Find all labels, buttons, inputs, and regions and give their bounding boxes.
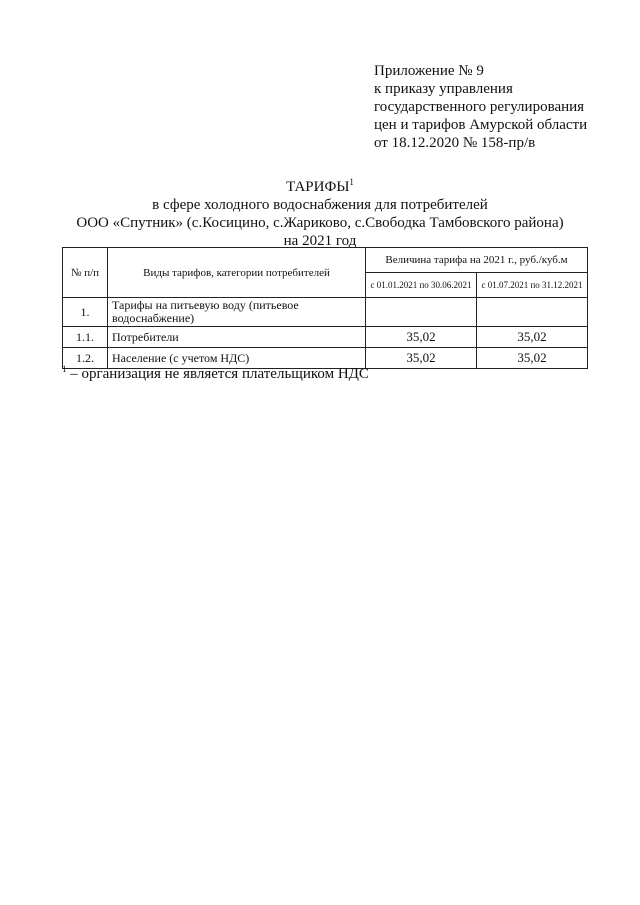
footnote-mark: 1: [62, 364, 67, 374]
row-value-1: 35,02: [366, 348, 477, 369]
row-value-1: [366, 298, 477, 327]
document-title: [60, 178, 580, 250]
title-line: в сфере холодного водоснабжения для потребителей: [152, 197, 488, 213]
footnote: [62, 365, 369, 383]
row-index: 1.: [63, 298, 108, 327]
table-row: [63, 327, 588, 348]
table-header-row: [63, 248, 588, 273]
row-value-2: 35,02: [477, 327, 588, 348]
header-kind: Виды тарифов, категории потребителей: [108, 248, 366, 298]
footnote-mark: 1: [349, 177, 354, 187]
title-line: на 2021 год: [283, 233, 357, 249]
appendix-header: [374, 62, 587, 152]
title-line: ООО «Спутник» (с.Косицино, с.Жариково, с.Свободка Тамбовского района): [76, 215, 564, 231]
row-value-2: [477, 298, 588, 327]
row-index: 1.1.: [63, 327, 108, 348]
title-heading-text: ТАРИФЫ: [286, 179, 350, 195]
row-value-1: 35,02: [366, 327, 477, 348]
row-name: Потребители: [108, 327, 366, 348]
appendix-line: к приказу управления: [374, 81, 513, 97]
header-number: № п/п: [63, 248, 108, 298]
row-index: 1.2.: [63, 348, 108, 369]
appendix-line: от 18.12.2020 № 158-пр/в: [374, 135, 536, 151]
appendix-line: цен и тарифов Амурской области: [374, 117, 588, 133]
appendix-line: государственного регулирования: [374, 99, 585, 115]
title-heading: [60, 178, 580, 196]
footnote-text: – организация не является плательщиком НДС: [66, 366, 369, 382]
row-name: Население (с учетом НДС): [108, 348, 366, 369]
tariff-table: [62, 247, 588, 369]
row-name: Тарифы на питьевую воду (питьевое водоснабжение): [108, 298, 366, 327]
header-period-2: с 01.07.2021 по 31.12.2021: [477, 273, 588, 298]
header-period-1: с 01.01.2021 по 30.06.2021: [366, 273, 477, 298]
table-row: [63, 298, 588, 327]
appendix-line: Приложение № 9: [374, 63, 484, 79]
row-value-2: 35,02: [477, 348, 588, 369]
header-tariff-size: Величина тарифа на 2021 г., руб./куб.м: [366, 248, 588, 273]
